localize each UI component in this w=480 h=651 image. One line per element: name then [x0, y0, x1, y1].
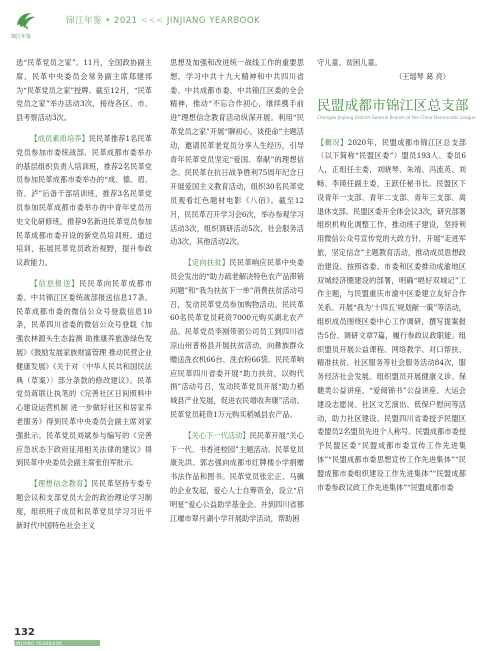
page-header: [0, 0, 480, 46]
running-header: [66, 14, 260, 26]
paragraph: [16, 477, 152, 532]
author-signature: （王瑶琴 葛 亮）: [395, 71, 450, 81]
section-title: 民盟成都市锦江区总支部: [317, 97, 469, 114]
paragraph: 选“民革党员之家”。11月，全国政协副主席、民革中央委员会常务副主席郑建邦为“民革党员之家”授牌。截至12月，“民革党员之家”举办活动3次，接待各区、市、县考察活动3次。: [16, 58, 152, 123]
section-heading: 【定向扶贫】: [184, 258, 230, 268]
paragraph: [16, 277, 152, 470]
section-body: 民民革推荐1名民革党员参加市委统战部、民革成都市委举办的基层组织负责人培训班，推荐2名民革党员参加民革成都市委举办的“成、德、眉、资、泸”后备干部培训班，推荐3名民革党员参加民革成都市委举办的中青年党员历史文化研修班，推荐9名新进民革党员参加民革成都市委开设的新党员培训班。通过培训，拓展民革党员政治视野，提升参政议政能力。: [16, 133, 152, 268]
paragraph: [170, 256, 304, 422]
section-heading: 【关心下一代活动】: [184, 430, 250, 440]
paragraph: [170, 429, 304, 526]
page-footer: [0, 627, 480, 651]
text-column-3: [317, 56, 476, 494]
header-subtitle: JINJIANG YEARBOOK: [166, 16, 261, 26]
paragraph: 守儿童、贫困儿童。: [317, 58, 382, 67]
section-heading: 【成员素质培养】: [30, 133, 89, 143]
paragraph: [16, 132, 152, 270]
section-title-english: Chengdu Jinjiang District General Branch of the China Democratic League: [317, 115, 476, 121]
section-heading: 【信息报送】: [30, 278, 80, 288]
header-arrows: <<<: [140, 16, 164, 26]
paragraph: 思想及加强和改进统一战线工作的重要思想，学习中共十九大精神和中共四川省委、中共成都市委、中共锦江区委的全会精神，推动“不忘合作初心，继续携手前进”理想信念教育活动纵深开展。利用“民革党员之家”开展“聊初心，谈使命”主题活动，邀请民革老党员分享人生经历，引导青年民革党员坚定“爱国、奉献”的理想信念。民民革在抗日战争胜利75周年纪念日开展爱国主义教育活动，组织30名民革党员观看红色题材电影《八佰》。截至12月，民民革召开学习会6次，举办参观学习活动3次，组织调研活动5次，社会服务活动3次，其他活动2次。: [170, 58, 304, 247]
text-column-1: [16, 56, 152, 532]
paragraph: [317, 136, 466, 495]
logo-caption: 锦江年鉴: [11, 34, 32, 40]
section-body: 2020年，民盟成都市锦江区总支部（以下简称“民盟区委”）盟员193人、委员6人，正组任主委，刘晓琴、朱靖、冯流英、刘畅、李瑛任副主委，王跃任秘书长。民盟区下设青年一支部、青年二支部、青年三支部、离退休支部。民盟区委开全体会议3次，研究部署组织机构化调整工作，推动班子建设，坚持利用微信公众号宣传党的大政方针，开展“走进军旅，坚定信念”主题教育活动，推动成员思想政治建设。按照省委、市委和区委推动成渝地区双城经济圈建设的部署，明确“唱好双城记”工作主题，与民盟重庆市渝中区委建立友好合作关系。开展“我为‘十四五’规划献一策”等活动，组织成员围绕区委中心工作调研，撰写提案报告5份、调研文章7篇，履行参政议政职能。组织盟员开展公益课程、网络教学、对口帮扶、精准扶贫、社区服务等社会服务活动84次，服务经济社会发展。组织盟员开展健康义诊、保健类公益讲座、“爱阅锦书”公益讲座、大运会建设志愿岗、社区文艺演出、低保户慰问等活动，助力社区建设。民盟四川省委授予民盟区委盟员2名盟员先进个人称号。民盟成都市委授予民盟区委“民盟成都市委宣传工作先进集体”“民盟成都市委思想宣传工作先进集体”“民盟成都市委组织建设工作先进集体”“民盟成都市委参政议政工作先进集体”“民盟成都市委: [317, 137, 466, 492]
page-number: 132: [14, 627, 35, 638]
text-column-2: [170, 56, 304, 525]
section-heading: 【理想信念教育】: [30, 479, 92, 489]
section-body: 民民革开展“关心下一代、书香进校园”主题活动。民革党员康先洪、郭志强向成都市红牌楼小学捐赠书法作品和图书。民革党员张宏正、马骥的企业发起，爱心人士自筹资金，设立“启明星”爱心公益助学基金会。并到四川省都江堰市翠月湖小学开展助学活动，帮助困: [170, 430, 304, 523]
section-body: 民民革向民革成都市委、中共锦江区委统战部报送信息17条。民革成都市委的微信公众号登载信息10条，民革四川省委的微信公众号登载《加强农林源头生态监测 助推康养旅游绿色发展》《鼓励发展家族财富管理 推动民营企业健康发展》《关于对〈中华人民共和国民法典（草案）〉部分条款的修改建议》。民革党员蒋联让执笔的《完善社区日间照料中心建设运营机制 进一步做好社区和居家养老服务》得到民革中央委员会副主席刘家强批示。民革党员刘斌参与编写的《完善应急状态下政府征用相关法律的建议》得到民革中央委员会副主席张伯军批示。: [16, 278, 152, 468]
section-body: 民民革响应民革中央委员会发出的“助力疏老解决特色农产品滞销问题”和“我为扶贫下一单”消费扶贫活动号召，发动民革党员参加购物活动。民民革60名民革党员耗资7000元购买湖北农产品。民革党员李刚带领公司员工到四川省凉山州普格县开展扶贫活动，向彝族群众赠送洗衣机66台、洗衣粉66袋。民民革响应民革四川省委开展“助力扶贫，以购代捐”活动号召，发动民革党员开展“助力稻城县产业发展，促进农民增收奔康”活动。民革党员耗资1万元购买稻城县农产品。: [170, 258, 304, 419]
section-heading: 【概况】: [317, 137, 348, 147]
footer-text: JINJIANG YEARBOOK: [14, 641, 63, 646]
yearbook-logo-icon: [14, 10, 38, 32]
header-title: 锦江年鉴 • 2021: [66, 16, 138, 26]
section-body: 民民革坚持专委专题会议和支部党员大会的政治理论学习制度，组织班子成员和民革党员学习习近平新时代中国特色社会主义: [16, 479, 152, 530]
